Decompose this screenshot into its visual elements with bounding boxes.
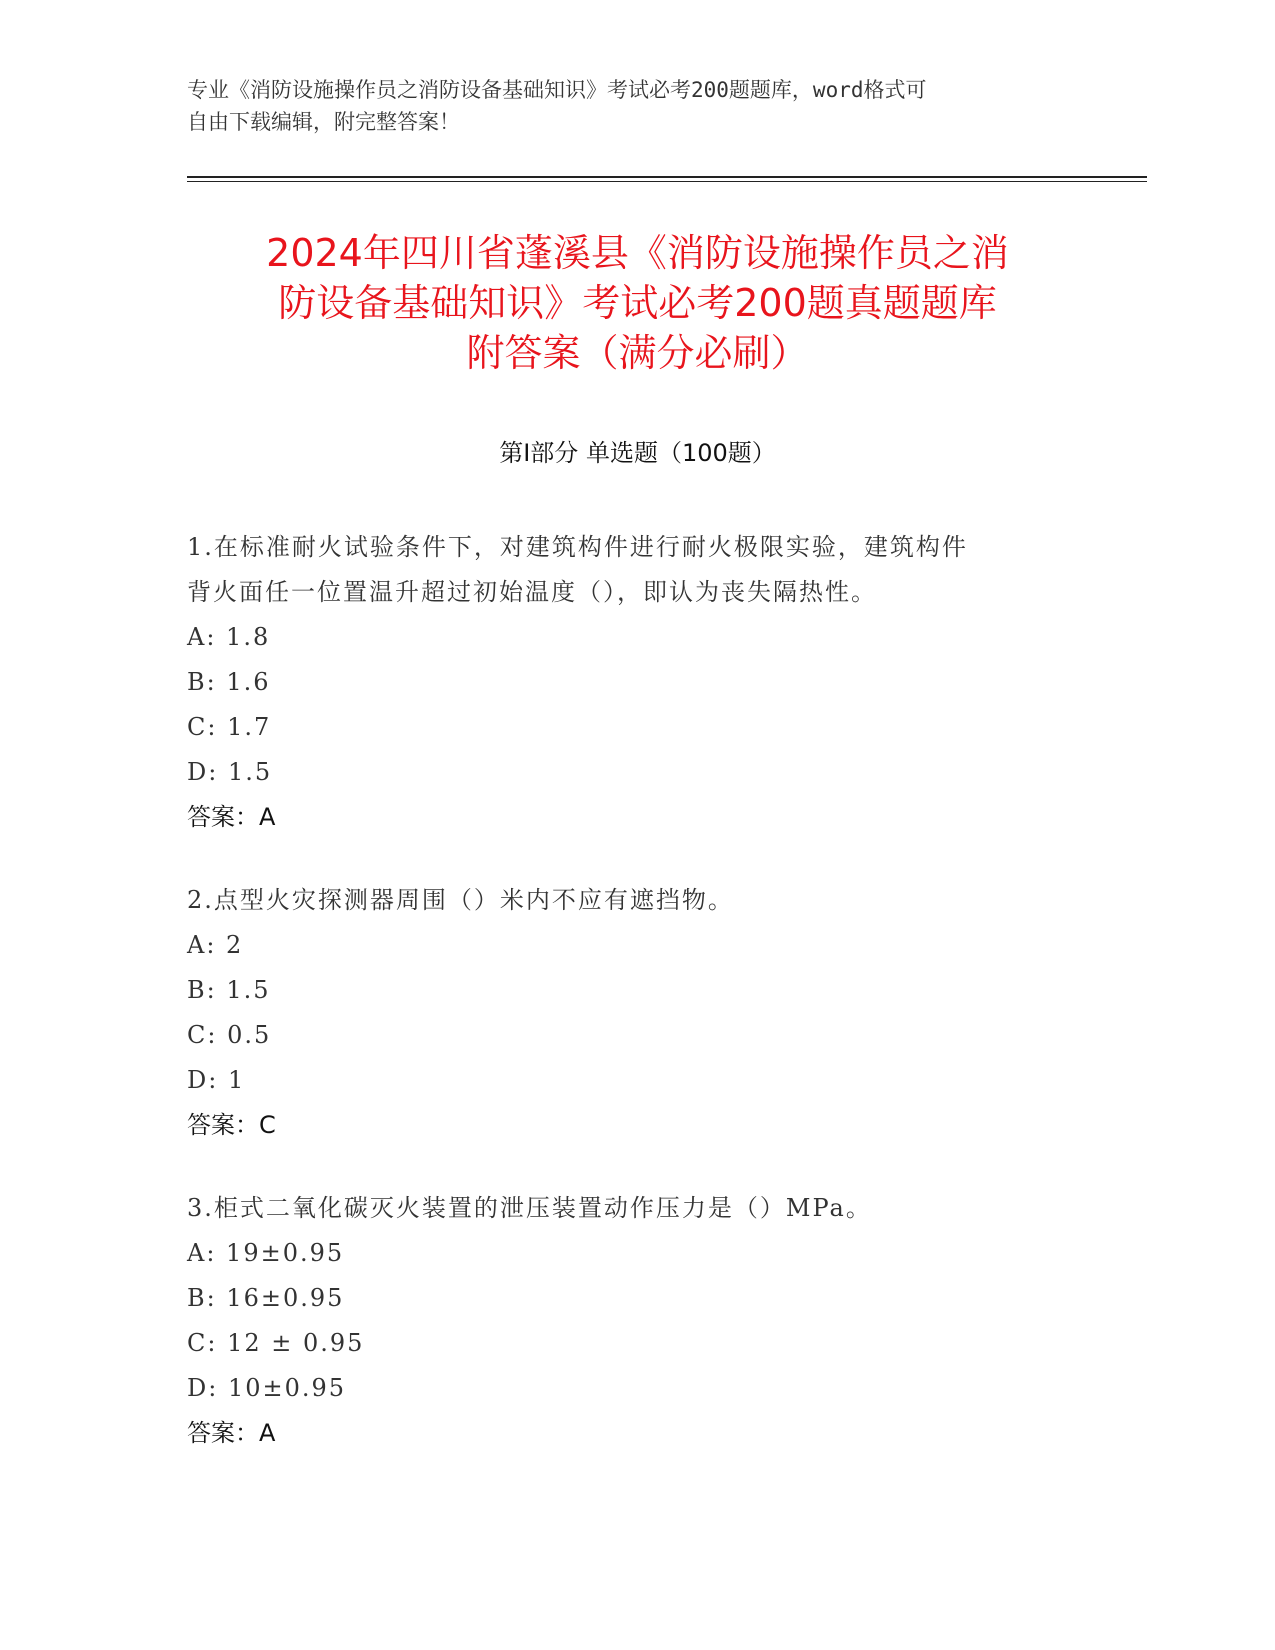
- option-b: B: 1.6: [187, 668, 271, 696]
- option-d: D: 1.5: [187, 758, 273, 786]
- document-title-line-1: 2024年四川省蓬溪县《消防设施操作员之消: [266, 231, 1009, 275]
- option-c: C: 1.7: [187, 713, 272, 741]
- option-d: D: 10±0.95: [187, 1374, 347, 1402]
- answer-line: 答案：C: [187, 1111, 276, 1139]
- question-stem: [187, 878, 1067, 923]
- document-title: [140, 228, 1135, 378]
- question-1: [187, 525, 1067, 840]
- question-stem-line-2: 背火面任一位置温升超过初始温度（），即认为丧失隔热性。: [187, 578, 877, 606]
- document-title-line-3: 附答案（满分必刷）: [466, 331, 809, 375]
- option-b: B: 16±0.95: [187, 1284, 345, 1312]
- question-stem: [187, 525, 1067, 615]
- option-c: C: 0.5: [187, 1021, 272, 1049]
- answer-line: 答案：A: [187, 803, 276, 831]
- option-b: B: 1.5: [187, 976, 271, 1004]
- question-list: [187, 525, 1067, 1494]
- header-note: [187, 74, 1067, 138]
- question-3: [187, 1186, 1067, 1456]
- option-d: D: 1: [187, 1066, 246, 1094]
- question-2: [187, 878, 1067, 1148]
- option-a: A: 1.8: [187, 623, 271, 651]
- question-stem-line-1: 2.点型火灾探测器周围（）米内不应有遮挡物。: [187, 886, 734, 914]
- question-stem-line-1: 1.在标准耐火试验条件下，对建筑构件进行耐火极限实验，建筑构件: [187, 533, 968, 561]
- header-note-line-2: 自由下载编辑，附完整答案！: [187, 110, 460, 134]
- option-a: A: 19±0.95: [187, 1239, 345, 1267]
- option-c: C: 12 ± 0.95: [187, 1329, 365, 1357]
- option-a: A: 2: [187, 931, 244, 959]
- section-heading: 第Ⅰ部分 单选题（100题）: [499, 439, 776, 467]
- answer-line: 答案：A: [187, 1419, 276, 1447]
- header-rule-thin: [187, 181, 1147, 182]
- question-stem-line-1: 3.柜式二氧化碳灭火装置的泄压装置动作压力是（）MPa。: [187, 1194, 872, 1222]
- header-note-line-1: 专业《消防设施操作员之消防设备基础知识》考试必考200题题库，word格式可: [187, 78, 927, 102]
- question-stem: [187, 1186, 1067, 1231]
- document-title-line-2: 防设备基础知识》考试必考200题真题题库: [278, 281, 997, 325]
- header-rule-thick: [187, 176, 1147, 178]
